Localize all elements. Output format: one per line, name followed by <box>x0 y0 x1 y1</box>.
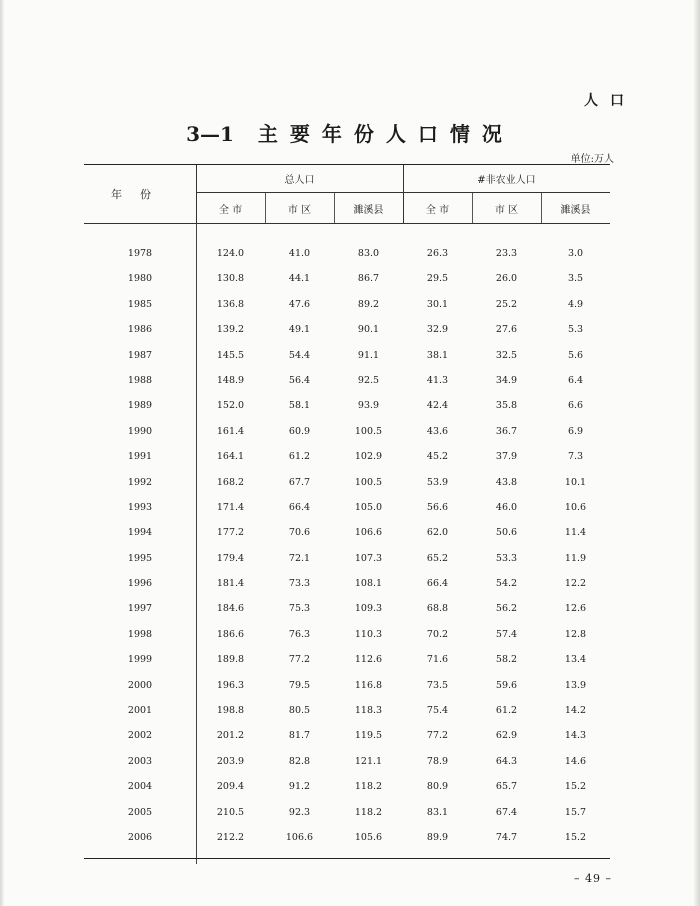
cell-nonagri-city: 71.6 <box>426 654 449 666</box>
cell-year: 1990 <box>127 425 153 437</box>
cell-total-urban: 66.4 <box>288 501 311 513</box>
cell-total-city: 148.9 <box>216 374 245 386</box>
cell-nonagri-county: 5.3 <box>567 324 584 336</box>
table-body <box>84 224 610 851</box>
cell-year: 2005 <box>127 806 153 818</box>
cell-nonagri-county: 14.6 <box>564 755 587 767</box>
cell-year: 2004 <box>127 781 153 793</box>
cell-nonagri-urban: 58.2 <box>495 654 518 666</box>
cell-total-county: 110.3 <box>354 628 383 640</box>
cell-nonagri-urban: 67.4 <box>495 806 518 818</box>
cell-nonagri-urban: 65.7 <box>495 781 518 793</box>
unit-label: 单位:万人 <box>570 154 614 165</box>
cell-total-urban: 41.0 <box>288 248 311 259</box>
cell-nonagri-county: 14.2 <box>564 705 587 717</box>
cell-nonagri-city: 30.1 <box>426 298 449 310</box>
cell-year: 1991 <box>127 451 153 463</box>
cell-nonagri-city: 65.2 <box>426 552 449 564</box>
cell-year: 1980 <box>127 273 153 285</box>
table-row <box>84 572 610 597</box>
cell-total-urban: 77.2 <box>288 654 311 666</box>
cell-nonagri-urban: 27.6 <box>495 324 518 336</box>
cell-total-county: 102.9 <box>354 451 383 463</box>
cell-total-county: 121.1 <box>354 755 383 767</box>
total-population-header: 总人口 <box>196 165 403 193</box>
table-row <box>84 293 610 318</box>
table-row <box>84 674 610 699</box>
cell-total-city: 171.4 <box>216 501 245 513</box>
cell-nonagri-city: 73.5 <box>426 679 449 691</box>
cell-total-county: 86.7 <box>357 273 380 285</box>
cell-nonagri-city: 45.2 <box>426 451 449 463</box>
cell-total-urban: 58.1 <box>288 400 311 412</box>
cell-total-city: 177.2 <box>216 527 245 539</box>
table-row <box>84 471 610 496</box>
cell-nonagri-urban: 56.2 <box>495 603 518 615</box>
cell-year: 1985 <box>127 298 153 310</box>
cell-nonagri-urban: 34.9 <box>495 374 518 386</box>
cell-nonagri-county: 10.6 <box>564 501 587 513</box>
cell-nonagri-city: 78.9 <box>426 755 449 767</box>
page-number: – 49 – <box>574 872 612 885</box>
cell-total-city: 152.0 <box>216 400 245 412</box>
cell-nonagri-urban: 57.4 <box>495 628 518 640</box>
cell-nonagri-urban: 50.6 <box>495 527 518 539</box>
cell-nonagri-county: 12.8 <box>564 628 587 640</box>
table-row <box>84 267 610 292</box>
cell-nonagri-city: 56.6 <box>426 501 449 513</box>
cell-total-city: 196.3 <box>216 679 245 691</box>
sub-header-total-county: 濉溪县 <box>353 204 384 216</box>
cell-year: 2000 <box>127 679 153 691</box>
cell-nonagri-county: 11.9 <box>564 552 587 564</box>
table-number: 3—1 <box>186 122 234 146</box>
cell-total-county: 118.2 <box>354 806 383 818</box>
table-row <box>84 750 610 775</box>
table-row <box>84 445 610 470</box>
table-row <box>84 699 610 724</box>
table-row <box>84 420 610 445</box>
cell-nonagri-county: 13.4 <box>564 654 587 666</box>
cell-nonagri-city: 53.9 <box>426 476 449 488</box>
cell-nonagri-county: 4.9 <box>567 298 584 310</box>
cell-total-county: 105.6 <box>354 831 383 843</box>
cell-nonagri-urban: 64.3 <box>495 755 518 767</box>
cell-total-city: 210.5 <box>216 806 245 818</box>
cell-nonagri-county: 6.6 <box>567 400 584 412</box>
table-row <box>84 318 610 343</box>
cell-total-county: 118.2 <box>354 781 383 793</box>
cell-nonagri-city: 32.9 <box>426 324 449 336</box>
cell-total-city: 139.2 <box>216 324 245 336</box>
table-row <box>84 496 610 521</box>
cell-total-urban: 54.4 <box>288 349 311 361</box>
sub-header-total-urban: 市 区 <box>287 204 312 216</box>
cell-nonagri-city: 38.1 <box>426 349 449 361</box>
cell-total-county: 93.9 <box>357 400 380 412</box>
sub-header-divider <box>265 193 266 223</box>
cell-nonagri-city: 29.5 <box>426 273 449 285</box>
cell-total-county: 107.3 <box>354 552 383 564</box>
cell-year: 1998 <box>127 628 153 640</box>
cell-total-county: 105.0 <box>354 501 383 513</box>
cell-total-county: 109.3 <box>354 603 383 615</box>
cell-total-urban: 49.1 <box>288 324 311 336</box>
cell-nonagri-urban: 46.0 <box>495 501 518 513</box>
table-row <box>84 344 610 369</box>
cell-year: 2003 <box>127 755 153 767</box>
sub-header-divider <box>541 193 542 223</box>
table-header <box>84 165 610 224</box>
cell-total-city: 130.8 <box>216 273 245 285</box>
cell-total-urban: 92.3 <box>288 806 311 818</box>
cell-nonagri-county: 5.6 <box>567 349 584 361</box>
cell-total-county: 106.6 <box>354 527 383 539</box>
sub-header-nonagri-urban: 市 区 <box>494 204 519 216</box>
sub-header-total-city: 全 市 <box>218 204 243 216</box>
cell-nonagri-urban: 62.9 <box>495 730 518 742</box>
cell-total-city: 168.2 <box>216 476 245 488</box>
cell-total-city: 198.8 <box>216 705 245 717</box>
cell-total-city: 189.8 <box>216 654 245 666</box>
table-row <box>84 394 610 419</box>
cell-nonagri-urban: 61.2 <box>495 705 518 717</box>
cell-total-city: 209.4 <box>216 781 245 793</box>
cell-total-city: 181.4 <box>216 578 245 590</box>
table-row <box>84 775 610 800</box>
page-title <box>0 118 700 147</box>
table-row <box>84 369 610 394</box>
sub-header-divider <box>472 193 473 223</box>
cell-year: 1987 <box>127 349 153 361</box>
cell-total-city: 179.4 <box>216 552 245 564</box>
cell-year: 1989 <box>127 400 153 412</box>
table-row <box>84 724 610 749</box>
cell-nonagri-city: 41.3 <box>426 374 449 386</box>
cell-total-city: 201.2 <box>216 730 245 742</box>
cell-total-city: 184.6 <box>216 603 245 615</box>
cell-total-urban: 67.7 <box>288 476 311 488</box>
cell-total-county: 119.5 <box>354 730 383 742</box>
table-row <box>84 597 610 622</box>
cell-nonagri-urban: 74.7 <box>495 831 518 843</box>
cell-total-city: 203.9 <box>216 755 245 767</box>
cell-total-county: 89.2 <box>357 298 380 310</box>
cell-year: 1992 <box>127 476 153 488</box>
cell-total-urban: 60.9 <box>288 425 311 437</box>
cell-total-urban: 80.5 <box>288 705 311 717</box>
table-row <box>84 648 610 673</box>
cell-year: 2006 <box>127 831 153 843</box>
cell-nonagri-urban: 59.6 <box>495 679 518 691</box>
section-label: 人口 <box>584 93 636 109</box>
cell-nonagri-urban: 32.5 <box>495 349 518 361</box>
cell-total-urban: 47.6 <box>288 298 311 310</box>
cell-year: 2002 <box>127 730 153 742</box>
table-bottom-rule <box>84 858 610 859</box>
cell-total-urban: 91.2 <box>288 781 311 793</box>
cell-nonagri-city: 62.0 <box>426 527 449 539</box>
cell-nonagri-county: 13.9 <box>564 679 587 691</box>
cell-nonagri-urban: 53.3 <box>495 552 518 564</box>
cell-nonagri-city: 26.3 <box>426 248 449 259</box>
cell-year: 1993 <box>127 501 153 513</box>
cell-nonagri-county: 7.3 <box>567 451 584 463</box>
cell-nonagri-urban: 54.2 <box>495 578 518 590</box>
table-row <box>84 826 610 851</box>
cell-total-urban: 72.1 <box>288 552 311 564</box>
cell-total-urban: 106.6 <box>285 831 314 843</box>
cell-total-county: 116.8 <box>354 679 383 691</box>
table-title: 主要年份人口情况 <box>257 122 514 146</box>
cell-year: 1978 <box>127 248 153 259</box>
cell-nonagri-urban: 26.0 <box>495 273 518 285</box>
cell-total-city: 186.6 <box>216 628 245 640</box>
cell-total-city: 212.2 <box>216 831 245 843</box>
cell-nonagri-city: 83.1 <box>426 806 449 818</box>
cell-nonagri-county: 14.3 <box>564 730 587 742</box>
non-agricultural-population-header: #非农业人口 <box>403 165 610 193</box>
cell-nonagri-city: 68.8 <box>426 603 449 615</box>
sub-header-nonagri-city: 全 市 <box>425 204 450 216</box>
cell-nonagri-county: 11.4 <box>564 527 587 539</box>
cell-total-urban: 70.6 <box>288 527 311 539</box>
cell-total-county: 100.5 <box>354 425 383 437</box>
cell-year: 1988 <box>127 374 153 386</box>
table-row <box>84 242 610 267</box>
cell-nonagri-county: 6.9 <box>567 425 584 437</box>
sub-header-divider <box>334 193 335 223</box>
cell-nonagri-city: 77.2 <box>426 730 449 742</box>
cell-nonagri-county: 3.5 <box>567 273 584 285</box>
cell-total-urban: 76.3 <box>288 628 311 640</box>
table-row <box>84 623 610 648</box>
cell-total-city: 136.8 <box>216 298 245 310</box>
cell-nonagri-urban: 35.8 <box>495 400 518 412</box>
cell-total-city: 164.1 <box>216 451 245 463</box>
cell-nonagri-county: 3.0 <box>567 248 584 259</box>
cell-year: 1994 <box>127 527 153 539</box>
cell-total-urban: 61.2 <box>288 451 311 463</box>
cell-total-urban: 73.3 <box>288 578 311 590</box>
cell-nonagri-city: 80.9 <box>426 781 449 793</box>
table-row <box>84 801 610 826</box>
table-row <box>84 521 610 546</box>
cell-nonagri-city: 66.4 <box>426 578 449 590</box>
cell-year: 1995 <box>127 552 153 564</box>
cell-nonagri-county: 10.1 <box>564 476 587 488</box>
cell-total-county: 112.6 <box>354 654 383 666</box>
cell-total-county: 108.1 <box>354 578 383 590</box>
cell-total-county: 92.5 <box>357 374 380 386</box>
cell-total-county: 90.1 <box>357 324 380 336</box>
cell-total-county: 118.3 <box>354 705 383 717</box>
cell-year: 1999 <box>127 654 153 666</box>
sub-header-nonagri-county: 濉溪县 <box>560 204 591 216</box>
cell-nonagri-city: 43.6 <box>426 425 449 437</box>
population-table <box>84 164 610 851</box>
cell-nonagri-county: 15.7 <box>564 806 587 818</box>
cell-total-county: 91.1 <box>357 349 380 361</box>
cell-total-urban: 44.1 <box>288 273 311 285</box>
cell-nonagri-county: 6.4 <box>567 374 584 386</box>
cell-nonagri-city: 70.2 <box>426 628 449 640</box>
cell-year: 1996 <box>127 578 153 590</box>
cell-nonagri-county: 12.6 <box>564 603 587 615</box>
year-column-header: 年份 <box>111 188 169 201</box>
cell-total-city: 124.0 <box>216 248 245 259</box>
cell-nonagri-urban: 23.3 <box>495 248 518 259</box>
cell-nonagri-county: 15.2 <box>564 831 587 843</box>
cell-nonagri-city: 42.4 <box>426 400 449 412</box>
cell-nonagri-urban: 43.8 <box>495 476 518 488</box>
cell-nonagri-city: 89.9 <box>426 831 449 843</box>
cell-total-urban: 75.3 <box>288 603 311 615</box>
table-row <box>84 547 610 572</box>
cell-nonagri-county: 12.2 <box>564 578 587 590</box>
cell-nonagri-county: 15.2 <box>564 781 587 793</box>
cell-total-urban: 82.8 <box>288 755 311 767</box>
cell-year: 2001 <box>127 705 153 717</box>
cell-year: 1986 <box>127 324 153 336</box>
cell-nonagri-urban: 36.7 <box>495 425 518 437</box>
cell-year: 1997 <box>127 603 153 615</box>
cell-total-city: 161.4 <box>216 425 245 437</box>
cell-nonagri-urban: 37.9 <box>495 451 518 463</box>
cell-total-city: 145.5 <box>216 349 245 361</box>
cell-total-urban: 79.5 <box>288 679 311 691</box>
cell-total-urban: 81.7 <box>288 730 311 742</box>
cell-total-urban: 56.4 <box>288 374 311 386</box>
cell-nonagri-urban: 25.2 <box>495 298 518 310</box>
cell-nonagri-city: 75.4 <box>426 705 449 717</box>
cell-total-county: 83.0 <box>357 248 380 259</box>
cell-total-county: 100.5 <box>354 476 383 488</box>
